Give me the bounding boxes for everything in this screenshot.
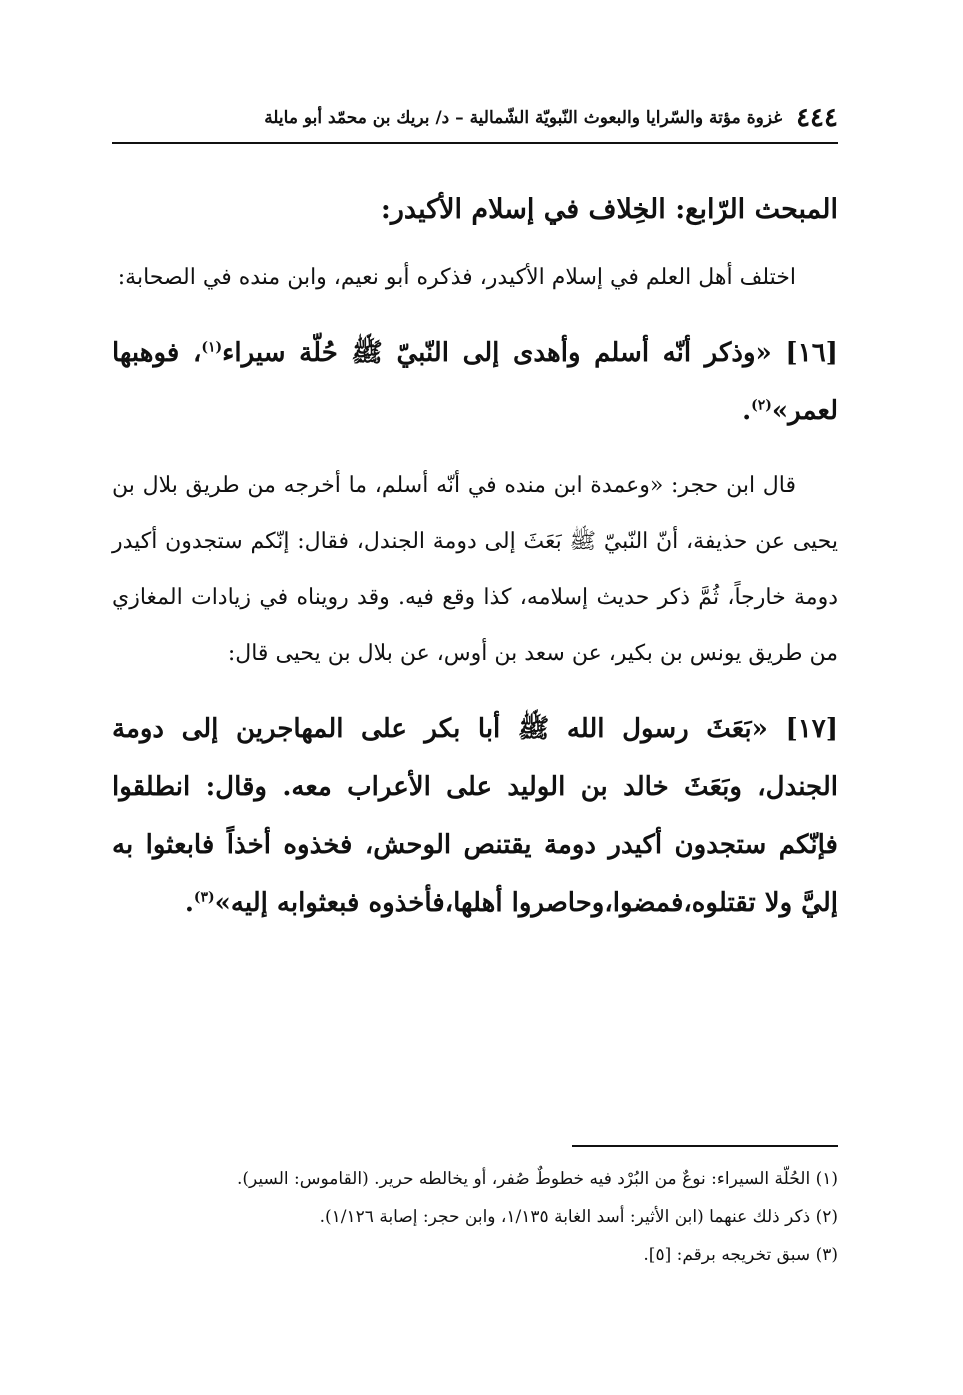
footnote-ref: (٣) bbox=[193, 889, 215, 906]
running-header bbox=[112, 96, 838, 140]
footnote-rule bbox=[572, 1145, 838, 1147]
narration-number: [١٦] bbox=[785, 338, 838, 368]
narration-text: «بَعَثَ رسول الله ﷺ أبا بكر على المهاجرين إلى دومة الجندل، وبَعَثَ خالد بن الوليد على الأعراب معه. وقال: انطلقوا فإنّكم ستجدون أكيدر دومة يقتنص الوحش، فخذوه أخذاً فابعثوا به إليَّ ولا تقتلوه،فمضوا،وحاصروا أهلها،فأخذوه فبعثوابه إليه» bbox=[112, 714, 838, 918]
footnote-ref: (١) bbox=[201, 339, 223, 356]
narration-end: . bbox=[184, 888, 194, 918]
header-rule bbox=[112, 142, 838, 144]
ibn-hajar-paragraph: قال ابن حجر: «وعمدة ابن منده في أنّه أسلم، ما أخرجه من طريق بلال بن يحيى عن حذيفة، أنّ النّبيّ ﷺ بَعَثَ إلى دومة الجندل، فقال: إنّكم ستجدون أكيدر دومة خارجاً، ثُمَّ ذكر حديث إسلامه، كذا وقع فيه. وقد رويناه في زيادات المغازي من طريق يونس بن بكير، عن سعد بن أوس، عن بلال بن يحيى قال: bbox=[112, 473, 838, 666]
section-heading: المبحث الرّابع: الخِلاف في إسلام الأكيدر: bbox=[380, 194, 838, 225]
footnote-3: (٣) سبق تخريجه برقم: [٥]. bbox=[643, 1245, 838, 1265]
narration-text-2: ، فوهبها لعمر» bbox=[112, 338, 838, 426]
narration-end: . bbox=[742, 396, 752, 426]
main-text bbox=[112, 180, 838, 950]
running-title: غزوة مؤتة والسّرايا والبعوث النّبويّة الشّمالية – د/ بريك بن محمّد أبو مايلة bbox=[264, 108, 783, 128]
narration-16 bbox=[112, 324, 838, 440]
narration-17 bbox=[112, 700, 838, 932]
footnote-1: (١) الحُلّة السيراء: نوعٌ من البُرْد فيه خطوطٌ صُفر، أو يخالطه حرير. (القاموس: السير). bbox=[237, 1169, 838, 1189]
footnotes bbox=[112, 1160, 838, 1274]
intro-paragraph: اختلف أهل العلم في إسلام الأكيدر، فذكره أبو نعيم، وابن منده في الصحابة: bbox=[117, 265, 796, 290]
footnote-ref: (٢) bbox=[751, 397, 772, 414]
narration-number: [١٧] bbox=[785, 714, 839, 744]
footnote-2: (٢) ذكر ذلك عنهما (ابن الأثير: أسد الغابة ١/١٣٥، وابن حجر: إصابة ١/١٢٦). bbox=[319, 1207, 838, 1227]
narration-text: «وذكر أنّه أسلم وأهدى إلى النّبيّ ﷺ حُلّة سيراء bbox=[222, 338, 772, 368]
page-number: ٤٤٤ bbox=[796, 103, 838, 133]
